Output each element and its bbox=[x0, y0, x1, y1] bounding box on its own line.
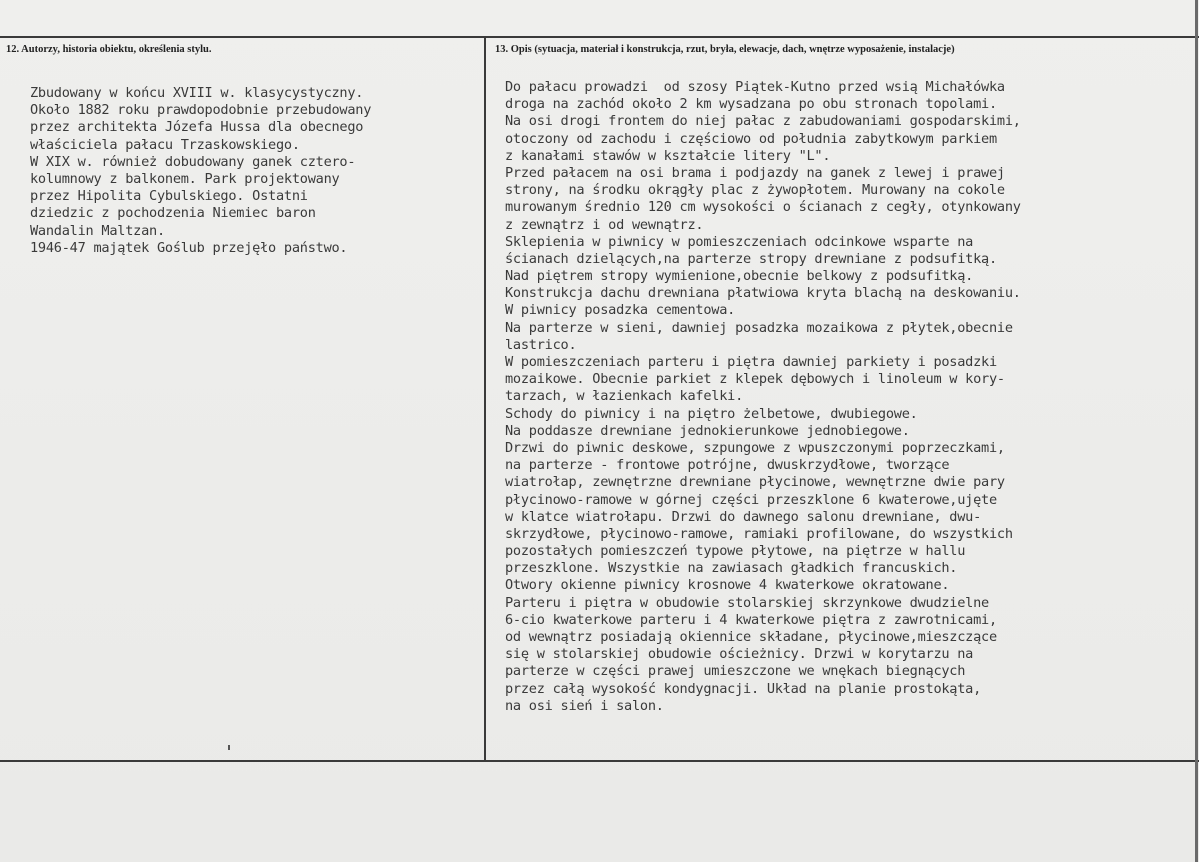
section-13-header: 13. Opis (sytuacja, materiał i konstrukcja, rzut, bryła, elewacje, dach, wnętrze wyposażenie, instalacje) bbox=[495, 44, 955, 55]
text-line: Na osi drogi frontem do niej pałac z zabudowaniami gospodarskimi, bbox=[505, 113, 1021, 130]
text-line: Przed pałacem na osi brama i podjazdy na ganek z lewej i prawej bbox=[505, 164, 1005, 181]
text-line: strony, na środku okrągły plac z żywopłotem. Murowany na cokole bbox=[505, 182, 1005, 199]
text-line: z zewnątrz i od wewnątrz. bbox=[505, 216, 704, 233]
text-line: się w stolarskiej obudowie ościeżnicy. Drzwi w korytarzu na bbox=[505, 646, 974, 663]
text-line: wiatrołap, zewnętrzne drewniane płycinowe, wewnętrzne dwie pary bbox=[505, 474, 1005, 491]
text-line: Parteru i piętra w obudowie stolarskiej skrzynkowe dwudzielne bbox=[505, 594, 989, 611]
text-line: na parterze - frontowe potrójne, dwuskrzydłowe, tworzące bbox=[505, 457, 950, 474]
pen-mark bbox=[228, 745, 230, 750]
top-divider bbox=[0, 36, 1199, 38]
text-line: otoczony od zachodu i częściowo od południa zabytkowym parkiem bbox=[505, 130, 997, 147]
text-line: tarzach, w łazienkach kafelki. bbox=[505, 388, 744, 405]
text-line: Nad piętrem stropy wymienione,obecnie belkowy z podsufitką. bbox=[505, 268, 974, 285]
text-line: Konstrukcja dachu drewniana płatwiowa kryta blachą na deskowaniu. bbox=[505, 285, 1021, 302]
text-line: mozaikowe. Obecnie parkiet z klepek dębowych i linoleum w kory- bbox=[505, 371, 1005, 388]
text-line: 1946-47 majątek Goślub przejęło państwo. bbox=[30, 239, 348, 256]
text-line: na osi sień i salon. bbox=[505, 697, 664, 714]
text-line: Na parterze w sieni, dawniej posadzka mozaikowa z płytek,obecnie bbox=[505, 319, 1013, 336]
text-line: od wewnątrz posiadają okiennice składane, płycinowe,mieszczące bbox=[505, 629, 997, 645]
text-line: Otwory okienne piwnicy krosnowe 4 kwaterkowe okratowane. bbox=[505, 577, 950, 594]
text-line: skrzydłowe, płycinowo-ramowe, ramiaki profilowane, do wszystkich bbox=[505, 525, 1013, 542]
description-text bbox=[505, 79, 1021, 715]
text-line: pozostałych pomieszczeń typowe płytowe, na piętrze w hallu bbox=[505, 543, 966, 560]
history-text bbox=[30, 85, 371, 257]
text-line: przeszklone. Wszystkie na zawiasach gładkich francuskich. bbox=[505, 560, 958, 577]
text-line: z kanałami stawów w kształcie litery "L". bbox=[505, 147, 831, 164]
text-line: 6-cio kwaterkowe parteru i 4 kwaterkowe piętra z zawrotnicami, bbox=[505, 611, 997, 628]
text-line: W piwnicy posadzka cementowa. bbox=[505, 302, 736, 319]
text-line: płycinowo-ramowe w górnej części przeszklone 6 kwaterowe,ujęte bbox=[505, 491, 997, 508]
text-line: murowanym średnio 120 cm wysokości o ścianach z cegły, otynkowany bbox=[505, 199, 1021, 216]
text-line: W XIX w. również dobudowany ganek cztero- bbox=[30, 153, 356, 170]
text-line: droga na zachód około 2 km wysadzana po obu stronach topolami. bbox=[505, 96, 997, 113]
text-line: parterze w części prawej umieszczone we wnękach biegnących bbox=[505, 663, 966, 680]
text-line: kolumnowy z balkonem. Park projektowany bbox=[30, 170, 340, 187]
text-line: przez architekta Józefa Hussa dla obecnego bbox=[30, 119, 364, 136]
text-line: Schody do piwnicy i na piętro żelbetowe, dwubiegowe. bbox=[505, 405, 918, 422]
text-line: Drzwi do piwnic deskowe, szpungowe z wpuszczonymi poprzeczkami, bbox=[505, 439, 1005, 456]
bottom-divider bbox=[0, 760, 1199, 762]
text-line: lastrico. bbox=[505, 336, 577, 353]
text-line: Sklepienia w piwnicy w pomieszczeniach odcinkowe wsparte na bbox=[505, 233, 974, 250]
text-line: ścianach dzielących,na parterze stropy drewniane z podsufitką. bbox=[505, 250, 997, 267]
text-line: w klatce wiatrołapu. Drzwi do dawnego salonu drewniane, dwu- bbox=[505, 508, 982, 525]
text-line: Na poddasze drewniane jednokierunkowe jednobiegowe. bbox=[505, 422, 910, 439]
text-line: dziedzic z pochodzenia Niemiec baron bbox=[30, 205, 316, 222]
text-line: W pomieszczeniach parteru i piętra dawniej parkiety i posadzki bbox=[505, 354, 997, 370]
text-line: Około 1882 roku prawdopodobnie przebudowany bbox=[30, 102, 372, 119]
text-line: Wandalin Maltzan. bbox=[30, 222, 165, 239]
text-line: przez całą wysokość kondygnacji. Układ na planie prostokąta, bbox=[505, 680, 982, 697]
column-divider bbox=[484, 38, 486, 760]
card-edge bbox=[1195, 0, 1198, 862]
text-line: właściciela pałacu Trzaskowskiego. bbox=[30, 136, 300, 153]
section-12-header: 12. Autorzy, historia obiektu, określenia stylu. bbox=[6, 44, 212, 55]
text-line: Do pałacu prowadzi od szosy Piątek-Kutno przed wsią Michałówka bbox=[505, 79, 1005, 95]
text-line: Zbudowany w końcu XVIII w. klasycystyczny. bbox=[30, 85, 364, 101]
text-line: przez Hipolita Cybulskiego. Ostatni bbox=[30, 188, 308, 205]
